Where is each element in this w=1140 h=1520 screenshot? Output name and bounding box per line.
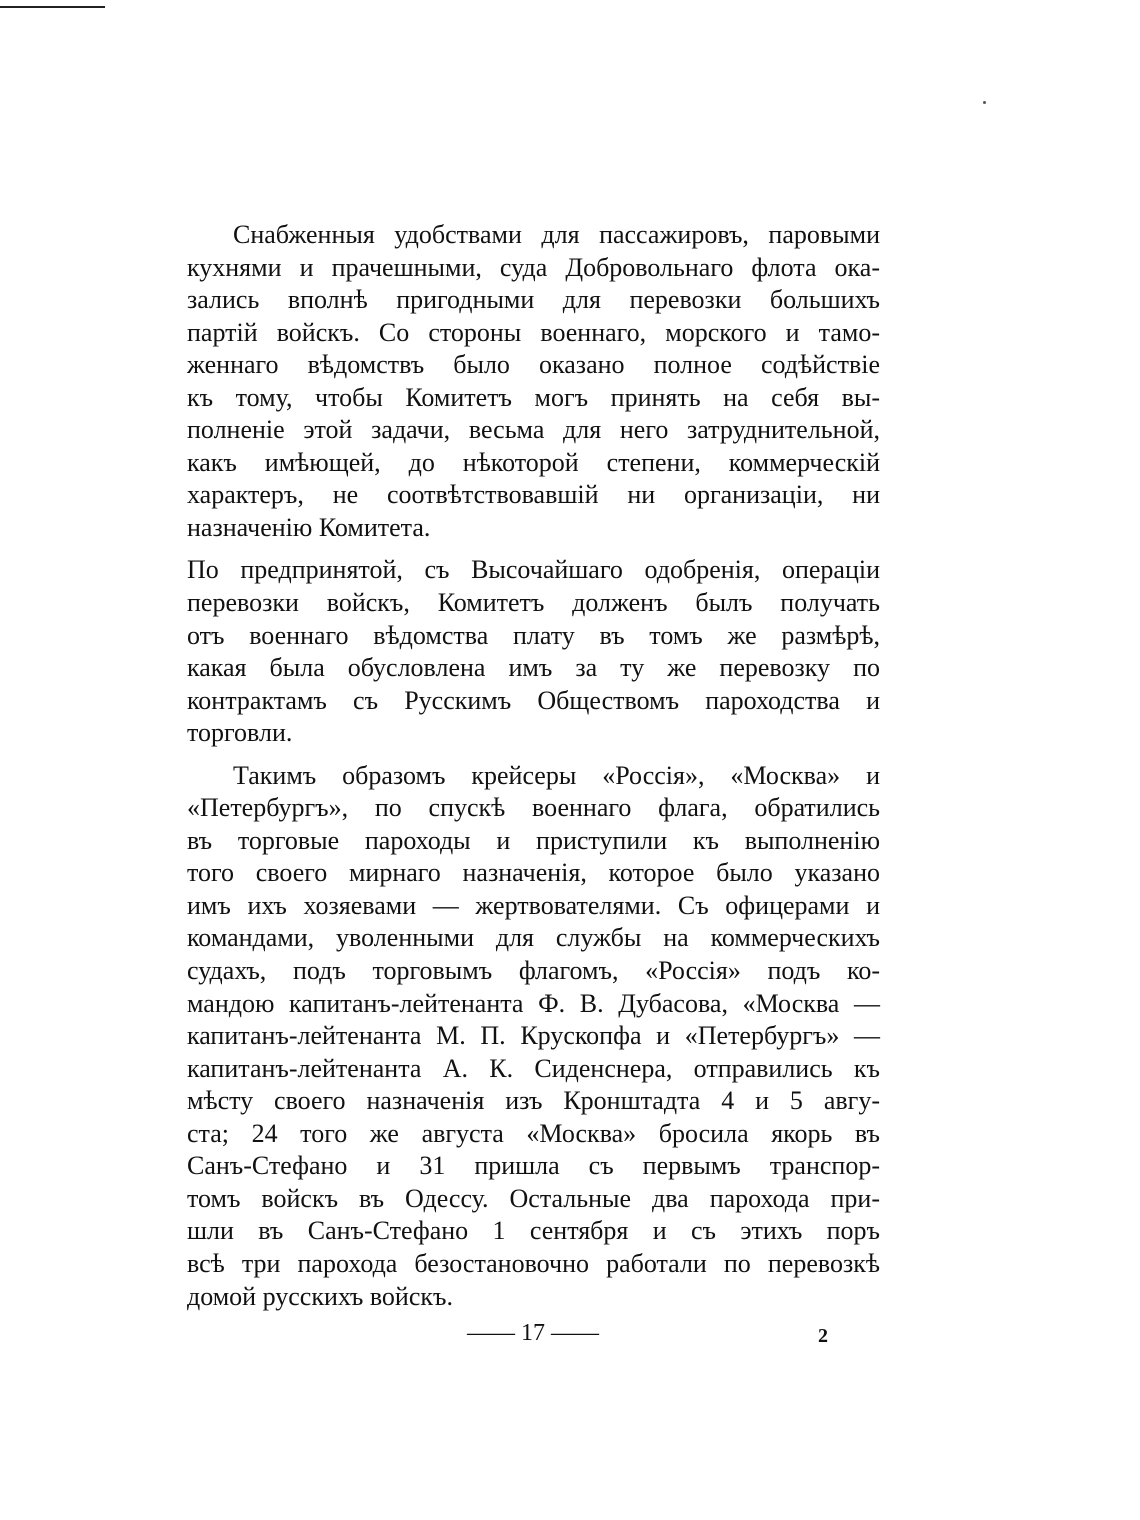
text-line: какая была обусловлена имъ за ту же перевозку по xyxy=(187,653,880,683)
top-edge-rule xyxy=(0,6,105,8)
text-line: имъ ихъ хозяевами — жертвователями. Съ офицерами и xyxy=(187,890,880,920)
paragraph-1 xyxy=(187,219,880,544)
text-line: характеръ, не соотвѣтствовавшій ни организаціи, ни xyxy=(187,480,880,510)
body-text xyxy=(187,219,880,1313)
text-line: отъ военнаго вѣдомства плату въ томъ же размѣрѣ, xyxy=(187,620,880,650)
page-number: —— 17 —— xyxy=(467,1320,599,1346)
text-line: Снабженныя удобствами для пассажировъ, паровыми xyxy=(233,220,880,249)
text-line: Такимъ образомъ крейсеры «Россія», «Москва» и xyxy=(233,760,880,790)
text-line: партій войскъ. Со стороны военнаго, морского и тамо- xyxy=(187,317,880,347)
text-line: перевозки войскъ, Комитетъ долженъ былъ получать xyxy=(187,588,880,618)
text-line: кухнями и прачешными, суда Добровольнаго флота ока- xyxy=(187,252,880,282)
text-line: назначенію Комитета. xyxy=(187,512,431,542)
text-line: контрактамъ съ Русскимъ Обществомъ пароходства и xyxy=(187,685,880,715)
text-line: командами, уволенными для службы на коммерческихъ xyxy=(187,923,880,953)
text-line: женнаго вѣдомствъ было оказано полное содѣйствіе xyxy=(187,350,880,380)
text-line: шли въ Санъ-Стефано 1 сентября и съ этихъ поръ xyxy=(187,1216,880,1246)
text-line: судахъ, подъ торговымъ флагомъ, «Россія» подъ ко- xyxy=(187,956,880,986)
text-line: зались вполнѣ пригодными для перевозки большихъ xyxy=(187,285,880,315)
text-line: капитанъ-лейтенанта М. П. Крускопфа и «Петербургъ» — xyxy=(187,1021,880,1051)
signature-mark: 2 xyxy=(818,1325,828,1347)
text-line: того своего мирнаго назначенія, которое было указано xyxy=(187,858,880,888)
text-line: мѣсту своего назначенія изъ Кронштадта 4 и 5 авгу- xyxy=(187,1086,880,1116)
text-line: ста; 24 того же августа «Москва» бросила якорь въ xyxy=(187,1118,880,1148)
text-line: въ торговые пароходы и приступили къ выполненію xyxy=(187,825,880,855)
text-line: капитанъ-лейтенанта А. К. Сиденснера, отправились къ xyxy=(187,1053,880,1083)
text-line: торговли. xyxy=(187,718,293,748)
text-line: какъ имѣющей, до нѣкоторой степени, коммерческій xyxy=(187,447,880,477)
text-line: къ тому, чтобы Комитетъ могъ принять на себя вы- xyxy=(187,382,880,412)
paragraph-2 xyxy=(187,554,880,749)
text-line: По предпринятой, съ Высочайшаго одобренія, операціи xyxy=(187,555,880,585)
paper-speck xyxy=(983,101,986,104)
text-line: Санъ-Стефано и 31 пришла съ первымъ транспор- xyxy=(187,1151,880,1181)
text-line: мандою капитанъ-лейтенанта Ф. В. Дубасова, «Москва — xyxy=(187,988,880,1018)
text-line: всѣ три парохода безостановочно работали по перевозкѣ xyxy=(187,1248,880,1278)
paragraph-gap xyxy=(187,544,880,554)
text-line: домой русскихъ войскъ. xyxy=(187,1281,453,1311)
paragraph-3 xyxy=(187,760,880,1313)
text-line: полненіе этой задачи, весьма для него затруднительной, xyxy=(187,415,880,445)
text-line: томъ войскъ въ Одессу. Остальные два парохода при- xyxy=(187,1183,880,1213)
text-line: «Петербургъ», по спускѣ военнаго флага, обратились xyxy=(187,793,880,823)
paragraph-gap xyxy=(187,750,880,760)
